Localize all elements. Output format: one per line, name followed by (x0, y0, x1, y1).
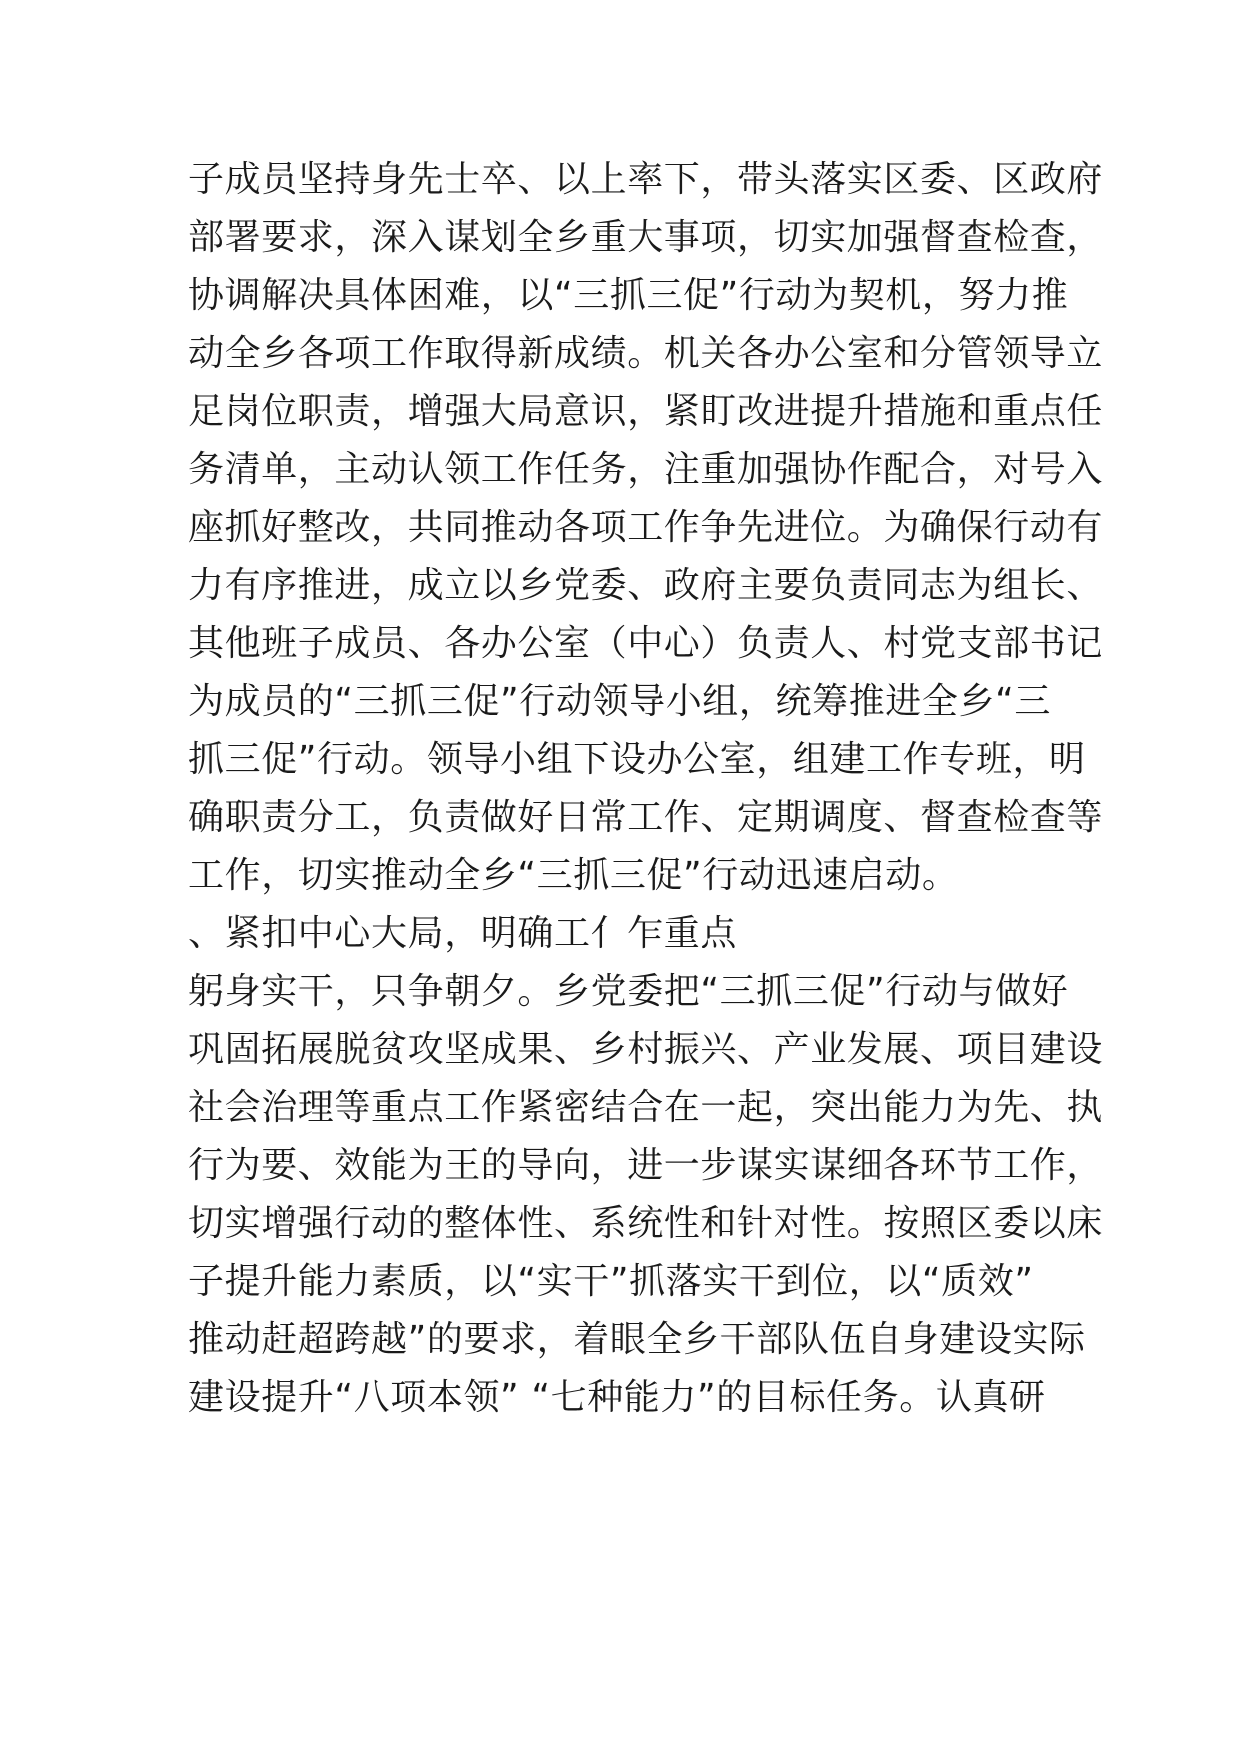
body-text-line: 子成员坚持身先士卒、以上率下，带头落实区委、区政府 (188, 159, 1104, 200)
body-text-line: 抓三促”行动。领导小组下设办公室，组建工作专班，明 (188, 739, 1086, 780)
body-text-line: 建设提升“八项本领” “七种能力”的目标任务。认真研 (188, 1377, 1046, 1418)
body-text-line: 务清单，主动认领工作任务，注重加强协作配合，对号入 (188, 449, 1104, 490)
body-text-line: 足岗位职责，增强大局意识，紧盯改进提升措施和重点任 (188, 391, 1104, 432)
body-text-line: 推动赶超跨越”的要求，着眼全乡干部队伍自身建设实际 (188, 1319, 1086, 1360)
body-text-line: 切实增强行动的整体性、系统性和针对性。按照区委以床 (188, 1203, 1104, 1244)
body-text-line: 其他班子成员、各办公室（中心）负责人、村党支部书记 (188, 623, 1104, 664)
body-text-line: 动全乡各项工作取得新成绩。机关各办公室和分管领导立 (188, 333, 1104, 374)
body-text-line: 社会治理等重点工作紧密结合在一起，突出能力为先、执 (188, 1087, 1104, 1128)
body-text-line: 子提升能力素质，以“实干”抓落实干到位，以“质效” (188, 1261, 1034, 1302)
body-text-line: 协调解决具体困难，以“三抓三促”行动为契机，努力推 (188, 275, 1069, 316)
body-text-line: 力有序推进，成立以乡党委、政府主要负责同志为组长、 (188, 565, 1104, 606)
section-heading: 、紧扣中心大局，明确工亻乍重点 (188, 913, 738, 954)
body-text-line: 为成员的“三抓三促”行动领导小组，统筹推进全乡“三 (188, 681, 1051, 722)
body-text-line: 座抓好整改，共同推动各项工作争先进位。为确保行动有 (188, 507, 1104, 548)
body-text-line: 工作，切实推动全乡“三抓三促”行动迅速启动。 (188, 855, 959, 896)
body-text-line: 部署要求，深入谋划全乡重大事项，切实加强督查检查， (188, 217, 1104, 258)
body-text-line: 躬身实干，只争朝夕。乡党委把“三抓三促”行动与做好 (188, 971, 1069, 1012)
body-text-line: 确职责分工，负责做好日常工作、定期调度、督查检查等 (188, 797, 1104, 838)
body-text-line: 行为要、效能为王的导向，进一步谋实谋细各环节工作， (188, 1145, 1104, 1186)
body-text-line: 巩固拓展脱贫攻坚成果、乡村振兴、产业发展、项目建设 (188, 1029, 1104, 1070)
